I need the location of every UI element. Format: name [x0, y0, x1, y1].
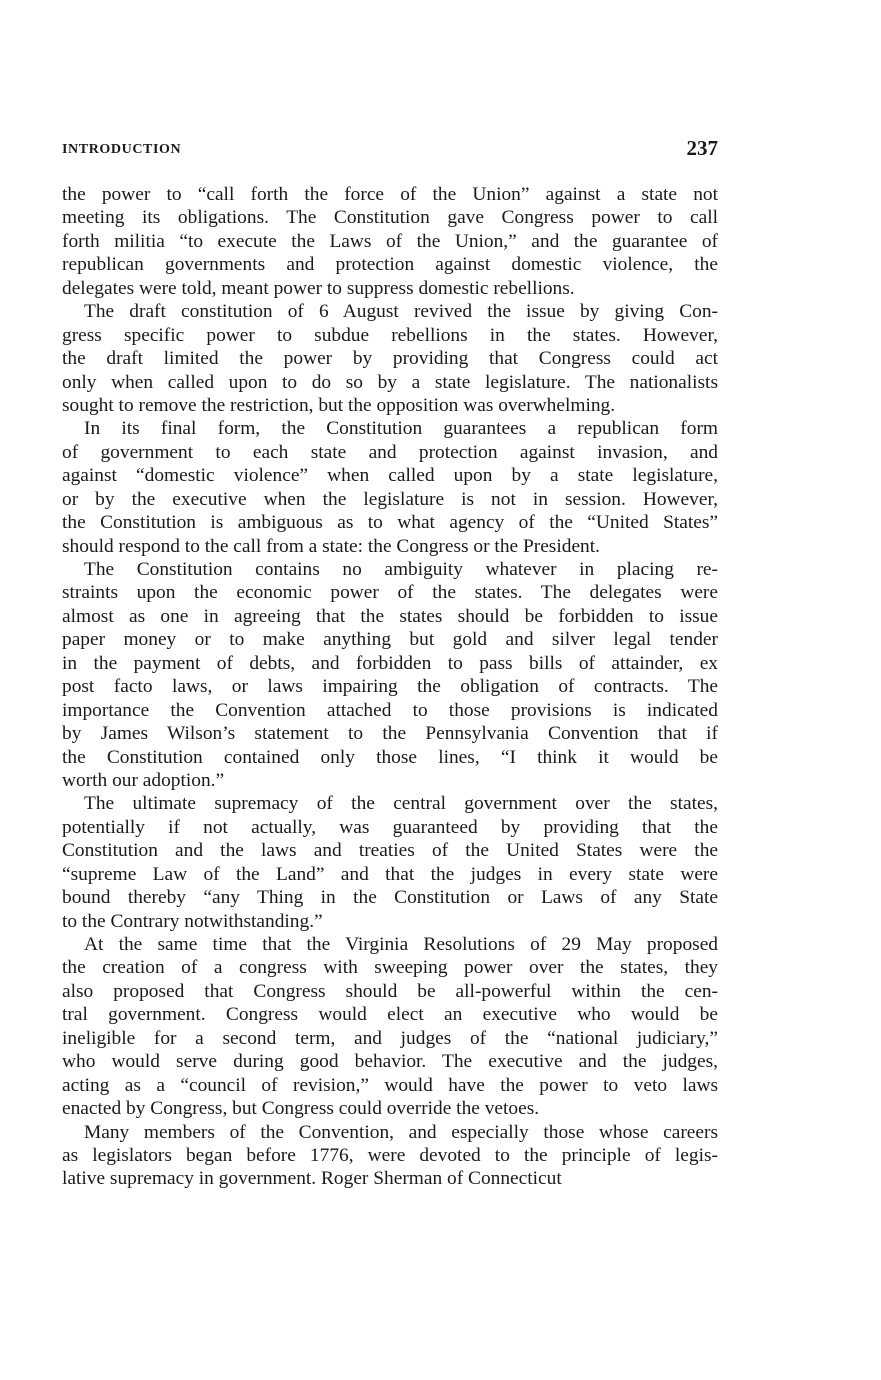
text-line: In its final form, the Constitution guarantees a republican form	[84, 418, 718, 440]
paragraph	[62, 183, 718, 300]
text-line: “supreme Law of the Land” and that the judges in every state were	[62, 863, 718, 885]
text-line: by James Wilson’s statement to the Pennsylvania Convention that if	[62, 723, 718, 745]
text-line: of government to each state and protection against invasion, and	[62, 441, 718, 463]
text-line: ineligible for a second term, and judges of the “national judiciary,”	[62, 1027, 718, 1049]
text-line: straints upon the economic power of the states. The delegates were	[62, 582, 718, 604]
text-line: almost as one in agreeing that the states should be forbidden to issue	[62, 605, 718, 627]
text-line: potentially if not actually, was guaranteed by providing that the	[62, 816, 718, 838]
text-line: The ultimate supremacy of the central government over the states,	[84, 793, 718, 815]
paragraph	[62, 792, 718, 933]
paragraph	[62, 300, 718, 417]
text-line: republican governments and protection against domestic violence, the	[62, 254, 718, 276]
text-line: who would serve during good behavior. The executive and the judges,	[62, 1051, 718, 1073]
paragraph	[62, 933, 718, 1121]
text-line: meeting its obligations. The Constitution gave Congress power to call	[62, 207, 718, 229]
text-line: delegates were told, meant power to suppress domestic rebellions.	[62, 277, 575, 299]
text-line: sought to remove the restriction, but the opposition was overwhelming.	[62, 394, 616, 416]
text-line: in the payment of debts, and forbidden to pass bills of attainder, ex	[62, 652, 718, 674]
running-title: INTRODUCTION	[62, 142, 182, 157]
text-line: importance the Convention attached to those provisions is indicated	[62, 699, 718, 721]
paragraph	[62, 1121, 718, 1191]
text-line: the Constitution is ambiguous as to what agency of the “United States”	[62, 512, 718, 534]
text-line: At the same time that the Virginia Resolutions of 29 May proposed	[84, 934, 718, 955]
text-line: should respond to the call from a state: the Congress or the President.	[62, 535, 600, 557]
text-line: paper money or to make anything but gold and silver legal tender	[62, 629, 718, 651]
text-line: the power to “call forth the force of the Union” against a state not	[62, 184, 718, 205]
text-line: tral government. Congress would elect an executive who would be	[62, 1004, 718, 1026]
text-line: to the Contrary notwithstanding.”	[62, 910, 323, 932]
text-line: the Constitution contained only those lines, “I think it would be	[62, 746, 718, 768]
paragraph	[62, 417, 718, 558]
text-line: as legislators began before 1776, were devoted to the principle of legis-	[62, 1144, 718, 1166]
text-line: worth our adoption.”	[62, 769, 225, 791]
text-line: The Constitution contains no ambiguity whatever in placing re-	[84, 559, 718, 580]
text-line: The draft constitution of 6 August revived the issue by giving Con-	[84, 301, 718, 323]
page-number: 237	[686, 136, 718, 160]
text-line: only when called upon to do so by a state legislature. The nationalists	[62, 371, 718, 393]
text-line: the draft limited the power by providing that Congress could act	[62, 348, 718, 370]
text-line: against “domestic violence” when called upon by a state legislature,	[62, 465, 718, 487]
text-line: post facto laws, or laws impairing the obligation of contracts. The	[62, 676, 718, 698]
body-text	[62, 183, 718, 1191]
text-line: Constitution and the laws and treaties of the United States were the	[62, 840, 718, 862]
text-line: lative supremacy in government. Roger Sherman of Connecticut	[62, 1168, 562, 1190]
text-line: Many members of the Convention, and especially those whose careers	[84, 1121, 718, 1143]
text-line: bound thereby “any Thing in the Constitution or Laws of any State	[62, 887, 718, 909]
text-line: gress specific power to subdue rebellions in the states. However,	[62, 324, 718, 346]
text-line: acting as a “council of revision,” would have the power to veto laws	[62, 1074, 718, 1096]
text-line: also proposed that Congress should be all-powerful within the cen-	[62, 980, 718, 1002]
text-line: enacted by Congress, but Congress could override the vetoes.	[62, 1098, 540, 1120]
text-line: or by the executive when the legislature is not in session. However,	[62, 488, 718, 510]
running-head	[62, 136, 718, 166]
text-line: the creation of a congress with sweeping power over the states, they	[62, 957, 718, 979]
text-line: forth militia “to execute the Laws of the Union,” and the guarantee of	[62, 230, 718, 252]
paragraph	[62, 558, 718, 792]
